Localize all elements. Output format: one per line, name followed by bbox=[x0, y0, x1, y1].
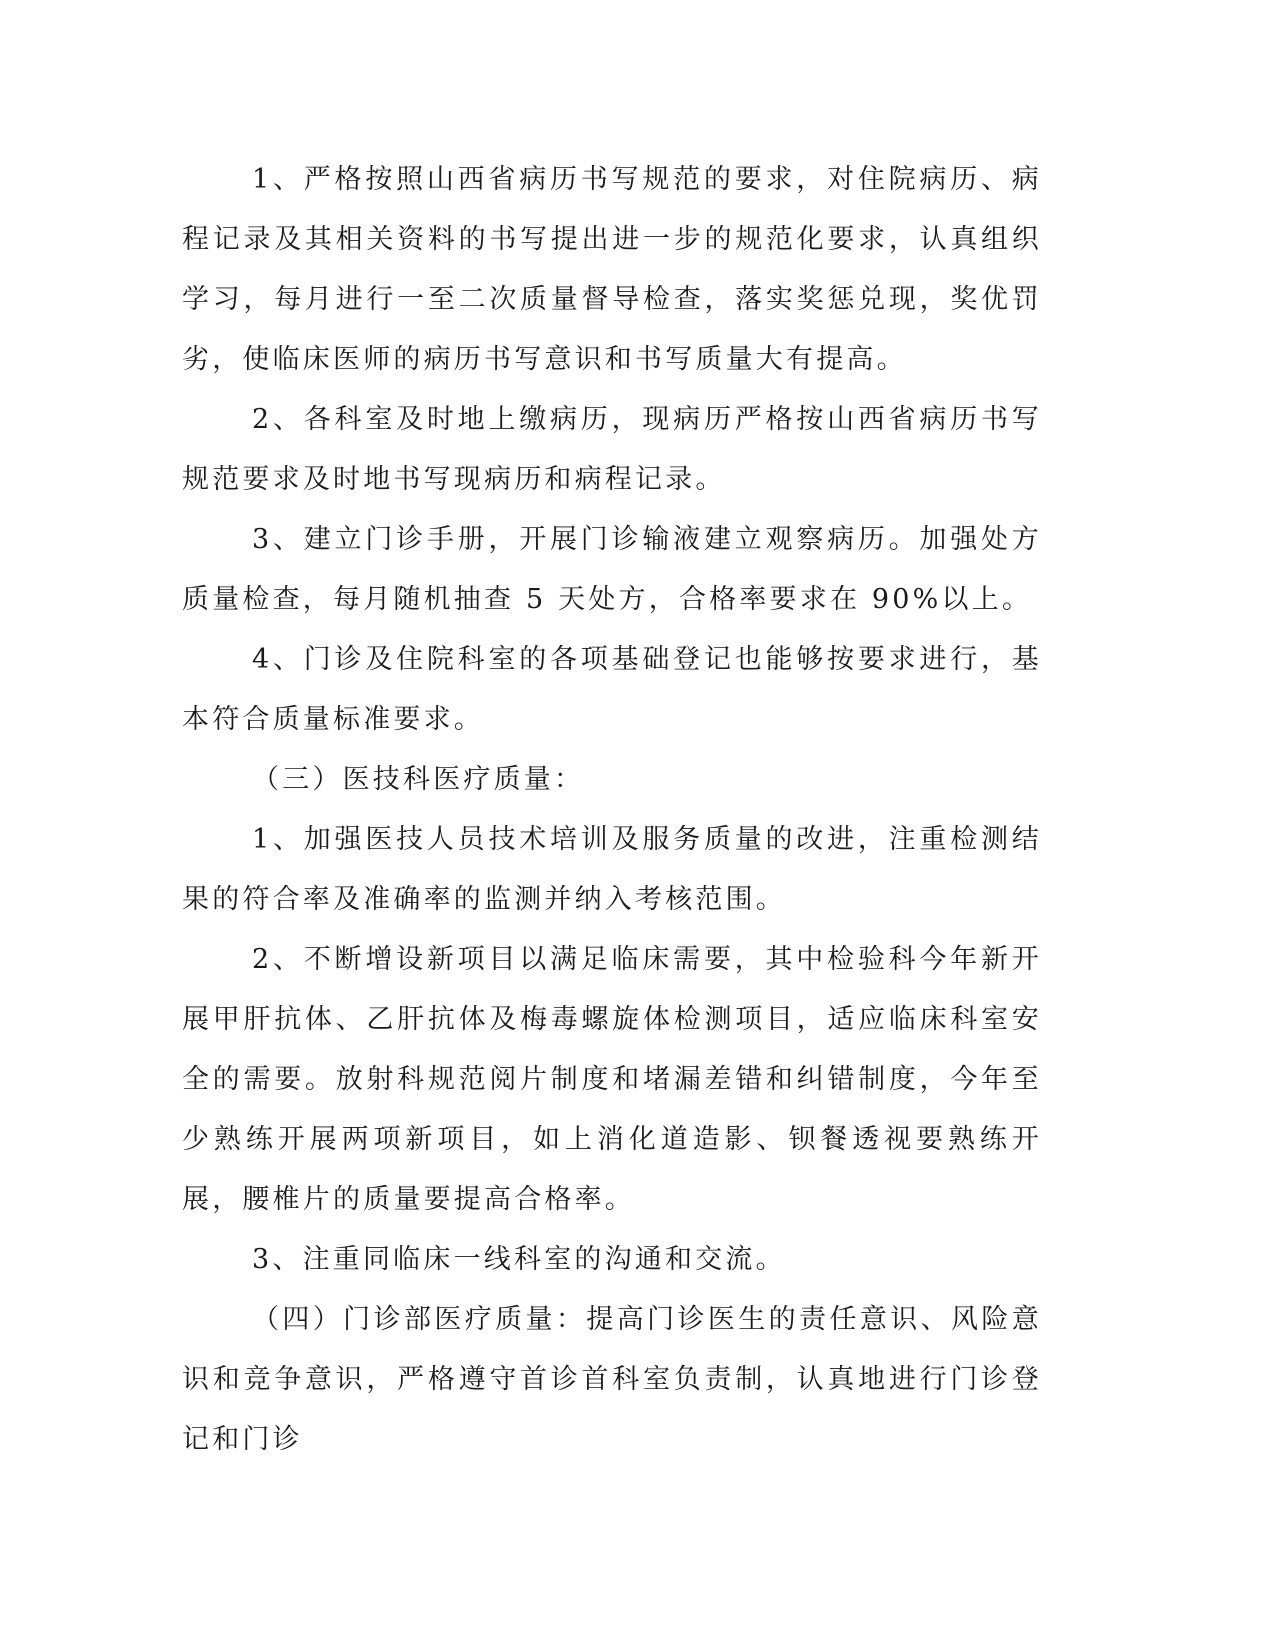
paragraph-medical-record-standards: 1、严格按照山西省病历书写规范的要求，对住院病历、病程记录及其相关资料的书写提出进一步的规范化要求，认真组织学习，每月进行一至二次质量督导检查，落实奖惩兑现，奖优罚劣，使临床医师的病历书写意识和书写质量大有提高。 bbox=[182, 164, 1042, 375]
paragraph-new-projects: 2、不断增设新项目以满足临床需要，其中检验科今年新开展甲肝抗体、乙肝抗体及梅毒螺旋体检测项目，适应临床科室安全的需要。放射科规范阅片制度和堵漏差错和纠错制度，今年至少熟练开展两项新项目，如上消化道造影、钡餐透视要熟练开展，腰椎片的质量要提高合格率。 bbox=[182, 944, 1042, 1215]
section-heading-medical-technology: （三）医技科医疗质量： bbox=[252, 764, 585, 795]
paragraph-technician-training: 1、加强医技人员技术培训及服务质量的改进，注重检测结果的符合率及准确率的监测并纳入考核范围。 bbox=[182, 824, 1042, 915]
paragraph-record-submission: 2、各科室及时地上缴病历，现病历严格按山西省病历书写规范要求及时地书写现病历和病程记录。 bbox=[182, 404, 1042, 495]
paragraph-clinical-communication: 3、注重同临床一线科室的沟通和交流。 bbox=[252, 1244, 786, 1275]
paragraph-outpatient-quality: （四）门诊部医疗质量：提高门诊医生的责任意识、风险意识和竞争意识，严格遵守首诊首科室负责制，认真地进行门诊登记和门诊 bbox=[182, 1304, 1042, 1455]
paragraph-outpatient-handbook: 3、建立门诊手册，开展门诊输液建立观察病历。加强处方质量检查，每月随机抽查 5 天处方，合格率要求在 90%以上。 bbox=[182, 524, 1042, 615]
document-body bbox=[182, 150, 1042, 1470]
paragraph-basic-registration: 4、门诊及住院科室的各项基础登记也能够按要求进行，基本符合质量标准要求。 bbox=[182, 644, 1042, 735]
